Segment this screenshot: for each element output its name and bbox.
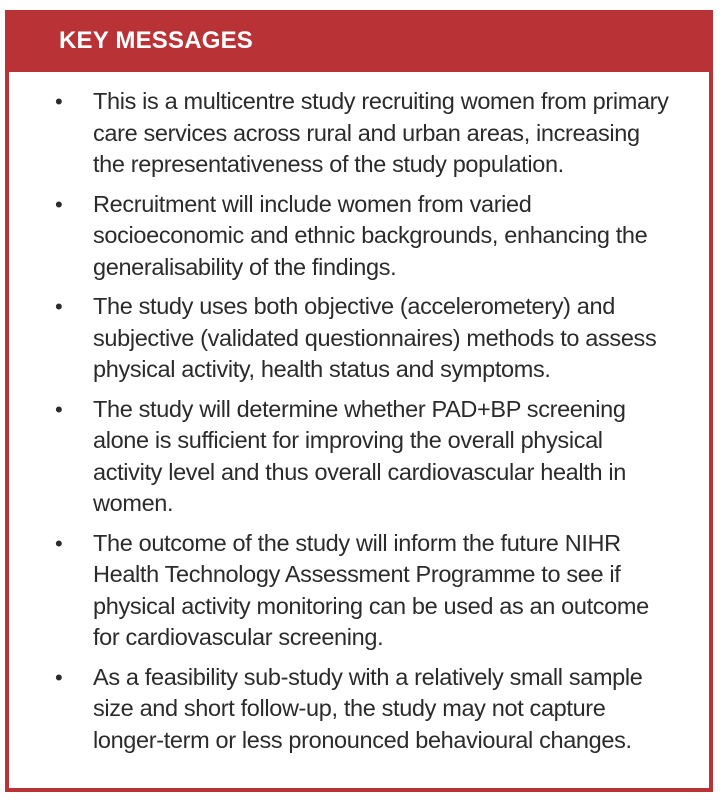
bullet-icon: • — [55, 396, 63, 422]
bullet-icon: • — [55, 294, 63, 319]
list-item — [9, 291, 709, 386]
header-title: KEY MESSAGES — [59, 27, 254, 54]
list-item — [9, 394, 709, 520]
bullet-icon: • — [55, 191, 63, 217]
list-item — [9, 662, 709, 757]
message-text: The outcome of the study will inform the future NIHR Health Technology Assessment Programme to see if physical activity monitoring can be used as an outcome for cardiovascular screening. — [93, 529, 649, 650]
key-messages-header — [5, 10, 713, 72]
key-messages-list — [9, 72, 709, 756]
key-messages-box — [5, 10, 713, 792]
message-text: The study will determine whether PAD+BP screening alone is sufficient for improving the overall physical activity level and thus overall cardiovascular health in women. — [93, 395, 626, 516]
message-text: This is a multicentre study recruiting women from primary care services across rural and urban areas, increasing the representativeness of the study population. — [93, 88, 669, 177]
message-text: The study uses both objective (accelerometery) and subjective (validated questionnaires) methods to assess physical activity, health status and symptoms. — [93, 293, 657, 382]
bullet-icon: • — [55, 664, 63, 690]
message-text: Recruitment will include women from varied socioeconomic and ethnic backgrounds, enhancing the generalisability of the findings. — [93, 190, 648, 280]
list-item — [9, 528, 709, 654]
list-item — [9, 86, 709, 181]
bullet-icon: • — [55, 89, 63, 114]
list-item — [9, 189, 709, 284]
message-text: As a feasibility sub-study with a relatively small sample size and short follow-up, the study may not capture longer-term or less pronounced behavioural changes. — [93, 663, 643, 753]
bullet-icon: • — [55, 530, 63, 556]
